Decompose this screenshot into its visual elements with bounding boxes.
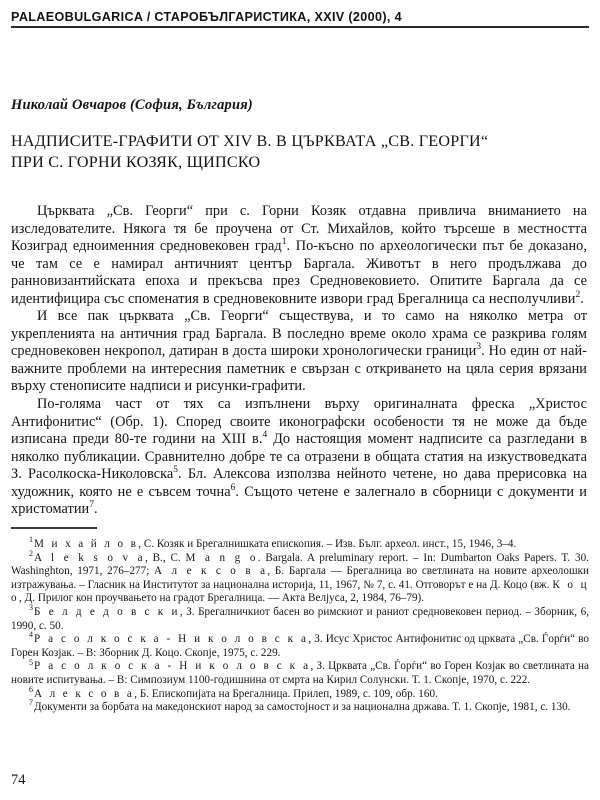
article-title: [11, 131, 586, 173]
article-title-line-2: ПРИ С. ГОРНИ КОЗЯК, ЩИПСКО: [11, 154, 261, 171]
footnote-marker: 5: [29, 657, 34, 667]
footnote-7: $^7$Документи за борбата на македонскиот народ за самостојност и за национална држава. Т. 1. Скопје, 1981, с. 130.: [29, 698, 571, 714]
running-head-rule: [11, 26, 589, 28]
footnote-marker: 2: [29, 548, 34, 558]
footnote-reference: 7: [89, 500, 95, 511]
footnote-6: $^6$А л е к с о в а, Б. Епископијата на Брегалница. Прилеп, 1989, с. 109, обр. 160.: [29, 684, 438, 700]
footnote-1: $^1$М и х а й л о в, С. Козяк и Брегалнишката епископия. – Изв. Бълг. археол. инст., 15, 1946, 3–4.: [29, 535, 517, 550]
citation-author-name: А л е к с о в а: [34, 687, 135, 700]
footnote-marker: 7: [29, 698, 34, 708]
article-author: Николай Овчаров (София, България): [11, 97, 253, 113]
para-2: И все пак църквата „Св. Георги“ съществува, и то само на няколко метра от укрепленията на античния град Баргала. В последно време около храма се разкрива голям средновековен некропол, датиран в доста широки хронологически граници$^3$. Но един от най-важните проблеми на интересния паметник е свързан с откриването на цяла серия врязани върху стенописите надписи и рисунки-графити.: [11, 308, 587, 395]
footnote-reference: 6: [230, 482, 236, 493]
citation-author-name: Р а с о л к о с к а - Н и к о л о в с к а: [34, 660, 311, 673]
footnote-3: $^3$Б е л д е д о в с к и, З. Брегалничкиот басен во римскиот и раниот средновековен период. – Зборник, 6, 1990, с. 50.: [11, 603, 589, 632]
footnote-list: [11, 535, 589, 715]
footnote-2: $^2$A l e k s o v a, B., C. M a n g o. Bargala. A preluminary report. – In: Dumbarton Oaks Papers. T. 30. Washinghton, 1971, 276–277; А л е к с о в а, Б. Баргала — Брегалница во светлината на новите археолошки изтражувања. – Гласник на Институтот за национална историја, 11, 1967, № 7, с. 41. Отговорът е на Д. Коцо (вж. К о ц о, Д. Прилог кон проучвањето на градот Брегалница. — Акта Велјуса, 2, 1984, 76–79).: [11, 548, 589, 605]
article-body: [11, 203, 587, 519]
citation-author-name: М и х а й л о в: [34, 538, 139, 550]
footnote-reference: 1: [281, 237, 287, 248]
running-head: [11, 10, 589, 28]
citation-author-name: A l e k s o v a: [34, 551, 145, 564]
footnote-reference: 3: [476, 342, 482, 353]
citation-author-name: Б е л д е д о в с к и: [34, 605, 180, 618]
footnote-4: $^4$Р а с о л к о с к а - Н и к о л о в с к а, З. Исус Христос Антифонитис од црквата „Св. Ѓорѓи“ во Горен Козјак. – В: Зборник Д. Коцо. Скопје, 1975, с. 229.: [11, 630, 589, 659]
footnote-reference: 4: [262, 430, 268, 441]
footnote-marker: 4: [29, 630, 34, 640]
footnote-marker: 6: [29, 684, 34, 694]
footnote-separator-rule: [11, 527, 97, 529]
footnote-reference: 2: [575, 289, 581, 300]
citation-author-name: К о ц о: [11, 578, 589, 605]
citation-author-name: А л е к с о в а: [154, 565, 268, 578]
footnote-marker: 1: [29, 535, 34, 545]
citation-author-name: Р а с о л к о с к а - Н и к о л о в с к а: [34, 633, 309, 646]
running-head-text: PALAEOBULGARICA / СТАРОБЪЛГАРИСТИКА, XXIV (2000), 4: [11, 10, 402, 24]
page-number: 74: [11, 772, 26, 788]
citation-author-name: M a n g o: [185, 551, 258, 564]
para-1: Църквата „Св. Георги“ при с. Горни Козяк отдавна привлича вниманието на изследователите. Някога тя бе проучена от Ст. Михайлов, който търсеше в местността Козиград едноименния средновековен град$^1$. По-късно по археологически път бе доказано, че там се е намирал античният център Баргала. Животът в него продължава до ранновизантийската епоха и прекъсва през Средновековието. Опитите Баргала да се идентифицира със споменатия в средновековните извори град Брегалница са несполучливи$^2$.: [11, 203, 587, 307]
article-title-line-1: НАДПИСИТЕ-ГРАФИТИ ОТ XIV В. В ЦЪРКВАТА „СВ. ГЕОРГИ“: [11, 133, 489, 150]
footnote-reference: 5: [173, 465, 179, 476]
footnote-marker: 3: [29, 603, 34, 613]
footnote-5: $^5$Р а с о л к о с к а - Н и к о л о в с к а, З. Црквата „Св. Ѓорѓи“ во Горен Козјак во светлината на новите испитувања. – В: Симпозиум 1100-годишнина от смрта на Кирил Солунски. Т. 1. Скопје, 1970, с. 222.: [11, 657, 589, 686]
para-3: По-голяма част от тях са изпълнени върху оригиналната фреска „Христос Антифонитис“ (Обр. 1). Според своите иконографски особености тя не може да бъде изписана преди 80-те години на XIII в.$^4$ До настоящия момент надписите са разгледани в няколко публикации. Сравнително добре те са отразени в общата статия на изкуствоведката З. Расолкоска-Николовска$^5$. Бл. Алексова използва нейното четене, но дава прерисовка на художник, която не е съвсем точна$^6$. Същото четене е залегнало в сборници с документи и христоматии$^7$.: [11, 396, 587, 518]
